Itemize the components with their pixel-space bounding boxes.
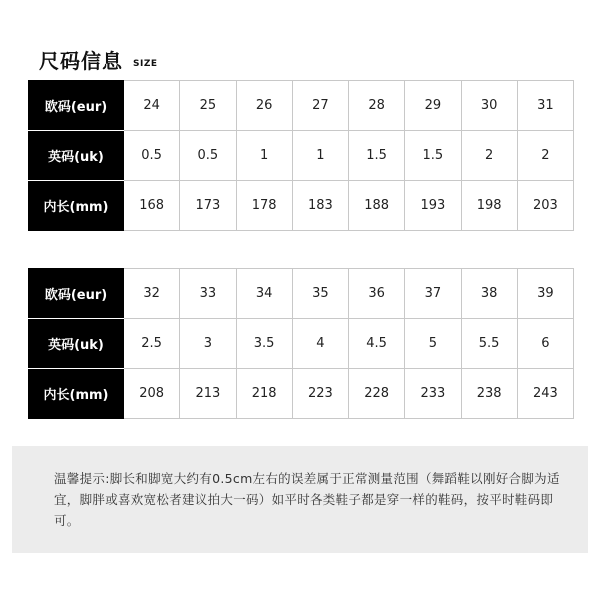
table-cell: 223 [292, 369, 348, 419]
tips-box [12, 446, 588, 553]
table-cell: 33 [180, 269, 236, 319]
table-cell: 1.5 [405, 131, 461, 181]
table-cell: 1 [236, 131, 292, 181]
table-cell: 233 [405, 369, 461, 419]
table-cell: 228 [349, 369, 405, 419]
row-label: 内长(mm) [29, 181, 124, 231]
table-cell: 238 [461, 369, 517, 419]
table-cell: 193 [405, 181, 461, 231]
table-cell: 208 [124, 369, 180, 419]
size-table-small [28, 80, 574, 231]
row-label: 英码(uk) [29, 319, 124, 369]
page-title: 尺码信息 [39, 49, 123, 73]
table-cell: 28 [349, 81, 405, 131]
table-cell: 1.5 [349, 131, 405, 181]
table-cell: 26 [236, 81, 292, 131]
table-cell: 0.5 [124, 131, 180, 181]
table-cell: 1 [292, 131, 348, 181]
size-header [39, 44, 158, 74]
table-cell: 39 [517, 269, 573, 319]
table-cell: 218 [236, 369, 292, 419]
table-cell: 3 [180, 319, 236, 369]
table-cell: 2.5 [124, 319, 180, 369]
row-label: 英码(uk) [29, 131, 124, 181]
tips-text: 温馨提示:脚长和脚宽大约有0.5cm左右的误差属于正常测量范围（舞蹈鞋以刚好合脚为适宜，脚胖或喜欢宽松者建议拍大一码）如平时各类鞋子都是穿一样的鞋码，按平时鞋码即可。 [54, 471, 560, 528]
row-label: 欧码(eur) [29, 81, 124, 131]
table-cell: 31 [517, 81, 573, 131]
row-label: 欧码(eur) [29, 269, 124, 319]
table-row-mm [29, 369, 574, 419]
table-row-uk [29, 131, 574, 181]
table-row-mm [29, 181, 574, 231]
table-cell: 38 [461, 269, 517, 319]
table-cell: 27 [292, 81, 348, 131]
table-cell: 6 [517, 319, 573, 369]
table-cell: 32 [124, 269, 180, 319]
table-cell: 5 [405, 319, 461, 369]
table-cell: 178 [236, 181, 292, 231]
row-label: 内长(mm) [29, 369, 124, 419]
table-cell: 34 [236, 269, 292, 319]
table-cell: 198 [461, 181, 517, 231]
table-cell: 29 [405, 81, 461, 131]
table-cell: 4.5 [349, 319, 405, 369]
table-cell: 35 [292, 269, 348, 319]
table-cell: 25 [180, 81, 236, 131]
table-cell: 2 [461, 131, 517, 181]
table-cell: 4 [292, 319, 348, 369]
table-cell: 173 [180, 181, 236, 231]
table-cell: 2 [517, 131, 573, 181]
table-cell: 37 [405, 269, 461, 319]
table-row-uk [29, 319, 574, 369]
table-cell: 0.5 [180, 131, 236, 181]
table-row-eur [29, 81, 574, 131]
table-row-eur [29, 269, 574, 319]
table-cell: 243 [517, 369, 573, 419]
table-cell: 5.5 [461, 319, 517, 369]
table-cell: 188 [349, 181, 405, 231]
table-cell: 24 [124, 81, 180, 131]
table-cell: 3.5 [236, 319, 292, 369]
table-cell: 168 [124, 181, 180, 231]
table-cell: 36 [349, 269, 405, 319]
table-cell: 30 [461, 81, 517, 131]
table-cell: 183 [292, 181, 348, 231]
table-cell: 213 [180, 369, 236, 419]
size-table-large [28, 268, 574, 419]
table-cell: 203 [517, 181, 573, 231]
page-subtitle: SIZE [133, 59, 158, 69]
